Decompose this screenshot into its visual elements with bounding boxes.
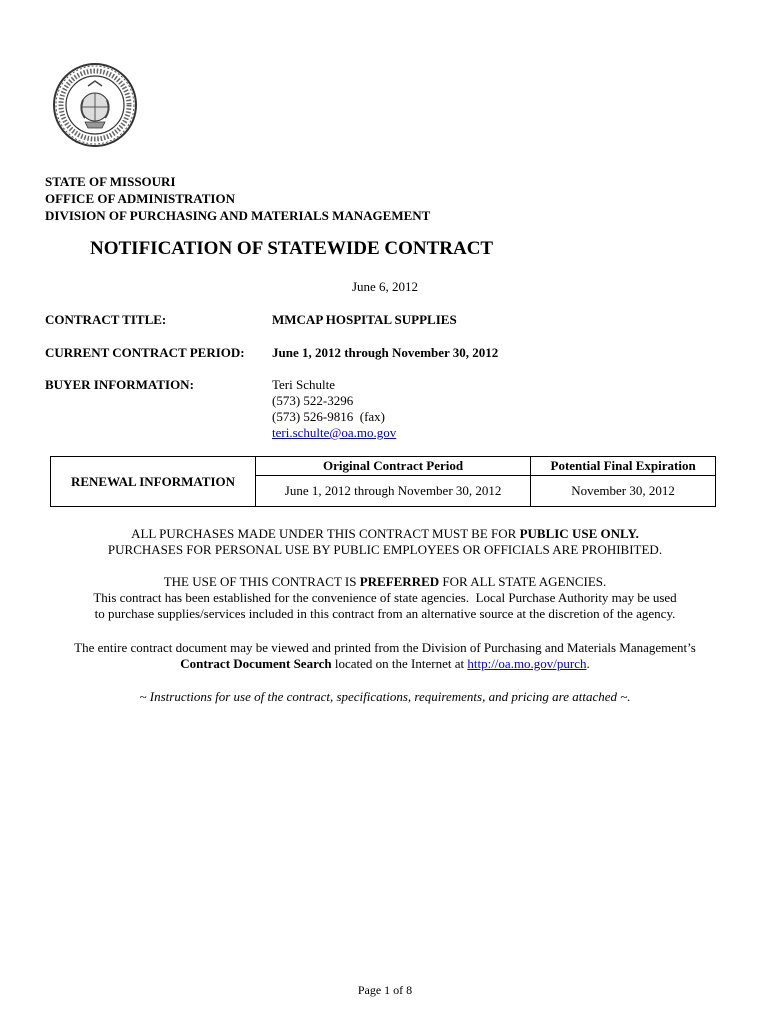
contract-period-value: June 1, 2012 through November 30, 2012: [272, 345, 499, 360]
contract-title-value: MMCAP HOSPITAL SUPPLIES: [272, 312, 457, 327]
purchasing-website-link[interactable]: http://oa.mo.gov/purch: [467, 656, 587, 671]
preferred-text: THE USE OF THIS CONTRACT IS: [163, 574, 360, 589]
header-office: OFFICE OF ADMINISTRATION: [45, 191, 235, 206]
original-period-value: June 1, 2012 through November 30, 2012: [256, 476, 531, 507]
instructions-note: ~ Instructions for use of the contract, specifications, requirements, and pricing are attached ~.: [139, 689, 631, 704]
alternative-source-text: to purchase supplies/services included in this contract from an alternative source at the discretion of the agency.: [94, 606, 676, 621]
document-access-notice: [0, 640, 770, 672]
buyer-info: [272, 377, 396, 441]
personal-use-prohibited: PURCHASES FOR PERSONAL USE BY PUBLIC EMPLOYEES OR OFFICIALS ARE PROHIBITED.: [107, 542, 663, 557]
header-state: STATE OF MISSOURI: [45, 174, 176, 189]
contract-period-label: CURRENT CONTRACT PERIOD:: [45, 345, 245, 360]
local-authority-text: This contract has been established for the convenience of state agencies. Local Purchase Authority may be used: [93, 590, 677, 605]
header-division: DIVISION OF PURCHASING AND MATERIALS MANAGEMENT: [45, 208, 431, 223]
period-text: .: [586, 656, 590, 671]
buyer-phone: (573) 522-3296: [272, 393, 354, 408]
buyer-email-link[interactable]: teri.schulte@oa.mo.gov: [272, 425, 397, 440]
preferred-text-end: FOR ALL STATE AGENCIES.: [439, 574, 607, 589]
original-period-header: Original Contract Period: [256, 457, 531, 476]
contract-title-label: CONTRACT TITLE:: [45, 312, 167, 327]
preferred-use-notice: [0, 574, 770, 622]
preferred-emphasis: PREFERRED: [359, 574, 440, 589]
page-number: Page 1 of 8: [357, 983, 413, 997]
public-use-emphasis: PUBLIC USE ONLY.: [519, 526, 639, 541]
final-expiration-value: November 30, 2012: [531, 476, 716, 507]
contract-document-search: Contract Document Search: [180, 656, 332, 671]
internet-text: located on the Internet at: [331, 656, 468, 671]
document-access-text: The entire contract document may be viewed and printed from the Division of Purchasing and Materials Management’s: [74, 640, 696, 655]
page-title: NOTIFICATION OF STATEWIDE CONTRACT: [90, 238, 494, 259]
public-use-text: ALL PURCHASES MADE UNDER THIS CONTRACT MUST BE FOR: [131, 526, 520, 541]
notice-date: June 6, 2012: [351, 279, 419, 294]
public-use-notice: [0, 526, 770, 558]
buyer-fax: (573) 526-9816 (fax): [272, 409, 385, 424]
final-expiration-header: Potential Final Expiration: [531, 457, 716, 476]
renewal-table: [50, 456, 716, 507]
buyer-info-label: BUYER INFORMATION:: [45, 377, 194, 392]
agency-header: [45, 173, 430, 224]
great-seal-of-missouri-icon: [52, 62, 138, 148]
renewal-row-header: RENEWAL INFORMATION: [51, 457, 256, 507]
buyer-name: Teri Schulte: [272, 377, 335, 392]
